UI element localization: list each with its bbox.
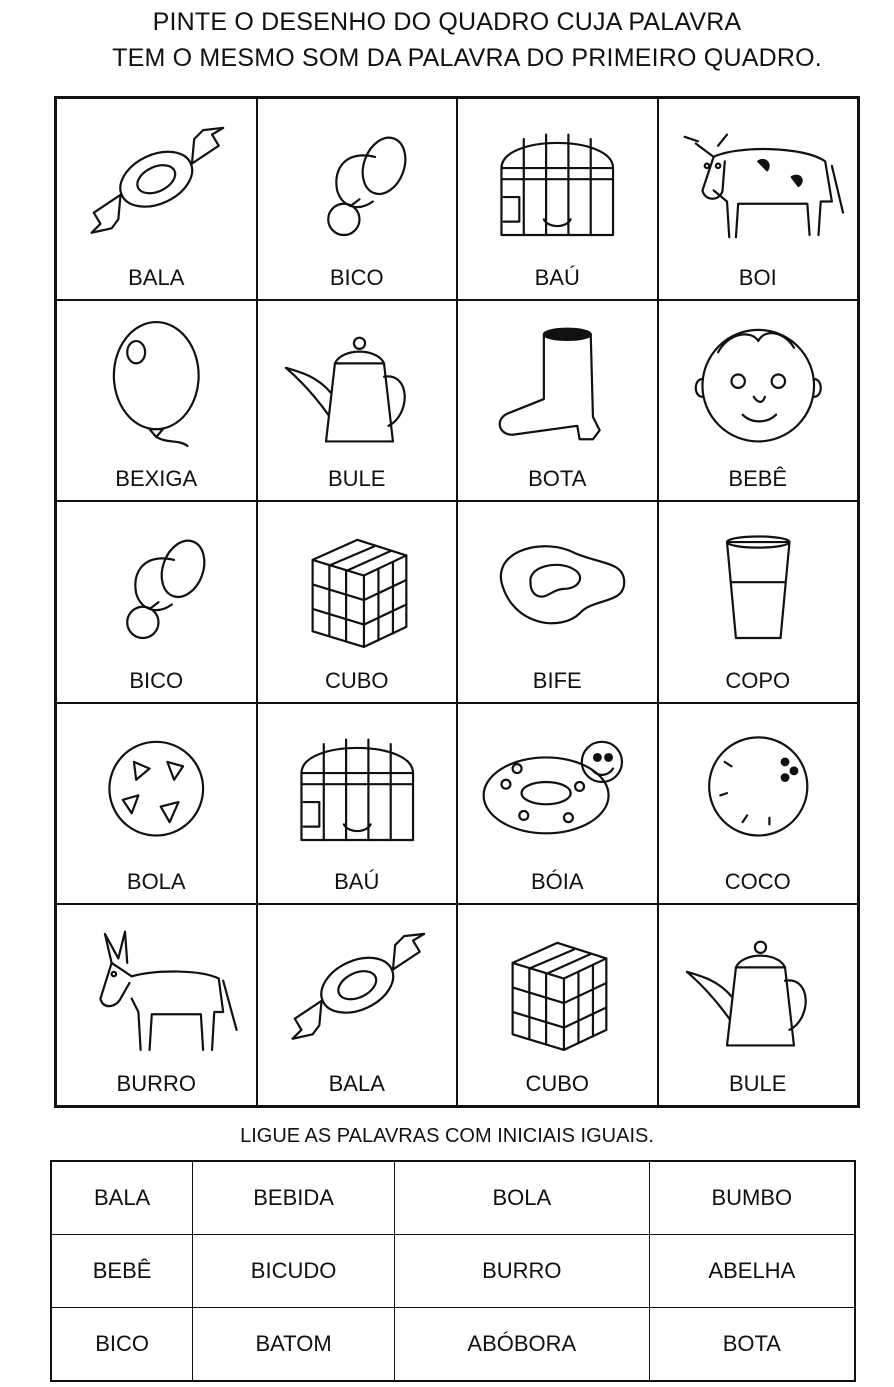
picture-cell[interactable] [56, 300, 257, 502]
picture-cell[interactable] [56, 703, 257, 905]
candy-icon [67, 107, 246, 257]
word-cell[interactable]: BATOM [193, 1307, 395, 1381]
picture-cell[interactable] [658, 98, 859, 300]
donkey-icon [67, 913, 246, 1063]
picture-word: BURRO [116, 1071, 196, 1096]
word-cell[interactable]: BOTA [649, 1307, 855, 1381]
picture-cell[interactable] [257, 904, 458, 1106]
picture-grid [54, 96, 860, 1108]
picture-word: CUBO [324, 667, 389, 693]
word-cell[interactable]: ABÓBORA [394, 1307, 649, 1381]
word-cell[interactable]: BURRO [394, 1235, 649, 1308]
table-row [51, 1307, 855, 1381]
picture-word: BIFE [532, 667, 582, 693]
picture-word: BEBÊ [728, 466, 788, 492]
word-cell[interactable]: BICUDO [193, 1235, 395, 1308]
word-cell[interactable]: BICO [51, 1307, 193, 1381]
table-row [51, 1161, 855, 1235]
picture-cell[interactable] [56, 904, 257, 1106]
coconut-icon [669, 712, 848, 862]
picture-cell[interactable] [457, 904, 658, 1106]
pacifier-icon [67, 510, 246, 660]
picture-word: BOI [738, 264, 777, 290]
picture-word: BÓIA [530, 869, 584, 895]
picture-word: BEXIGA [115, 466, 198, 492]
teapot-icon [669, 913, 848, 1063]
instruction-line-1: PINTE O DESENHO DO QUADRO CUJA PALAVRA [152, 8, 742, 36]
chest-icon [268, 712, 447, 862]
picture-cell[interactable] [457, 703, 658, 905]
word-cell[interactable]: BUMBO [649, 1161, 855, 1235]
picture-word: CUBO [525, 1071, 590, 1096]
picture-word: BOTA [528, 466, 587, 492]
word-cell[interactable]: BALA [51, 1161, 193, 1235]
cube-icon [468, 913, 647, 1063]
word-cell[interactable]: BEBÊ [51, 1235, 193, 1308]
picture-cell[interactable] [457, 300, 658, 502]
table-row [51, 1235, 855, 1308]
boot-icon [468, 309, 647, 459]
pacifier-icon [268, 107, 447, 257]
float-ring-icon [468, 712, 647, 862]
cube-icon [268, 510, 447, 660]
picture-cell[interactable] [658, 501, 859, 703]
picture-word: BICO [329, 264, 384, 290]
matching-title: LIGUE AS PALAVRAS COM INICIAIS IGUAIS. [240, 1125, 654, 1147]
chest-icon [468, 107, 647, 257]
picture-cell[interactable] [658, 703, 859, 905]
candy-icon [268, 913, 447, 1063]
word-cell[interactable]: ABELHA [649, 1235, 855, 1308]
picture-cell[interactable] [56, 98, 257, 300]
picture-cell[interactable] [56, 501, 257, 703]
picture-word: BAÚ [534, 264, 580, 290]
picture-cell[interactable] [457, 98, 658, 300]
steak-icon [468, 510, 647, 660]
picture-word: BICO [129, 667, 184, 693]
picture-word: COCO [724, 869, 791, 895]
picture-cell[interactable] [658, 300, 859, 502]
picture-cell[interactable] [658, 904, 859, 1106]
instruction-line-2: TEM O MESMO SOM DA PALAVRA DO PRIMEIRO QUADRO. [112, 44, 822, 72]
ball-icon [67, 712, 246, 862]
baby-face-icon [669, 309, 848, 459]
picture-word: BAÚ [334, 869, 380, 895]
picture-cell[interactable] [257, 300, 458, 502]
picture-word: BULE [328, 466, 386, 492]
picture-cell[interactable] [257, 98, 458, 300]
picture-word: BOLA [126, 869, 186, 895]
picture-cell[interactable] [457, 501, 658, 703]
teapot-icon [268, 309, 447, 459]
picture-word: BULE [729, 1071, 787, 1096]
ox-icon [669, 107, 848, 257]
picture-cell[interactable] [257, 501, 458, 703]
word-cell[interactable]: BOLA [394, 1161, 649, 1235]
matching-table [50, 1160, 856, 1382]
picture-word: BALA [328, 1071, 385, 1096]
picture-word: COPO [725, 667, 791, 693]
glass-icon [669, 510, 848, 660]
balloon-icon [67, 309, 246, 459]
picture-cell[interactable] [257, 703, 458, 905]
word-cell[interactable]: BEBIDA [193, 1161, 395, 1235]
picture-word: BALA [128, 264, 185, 290]
